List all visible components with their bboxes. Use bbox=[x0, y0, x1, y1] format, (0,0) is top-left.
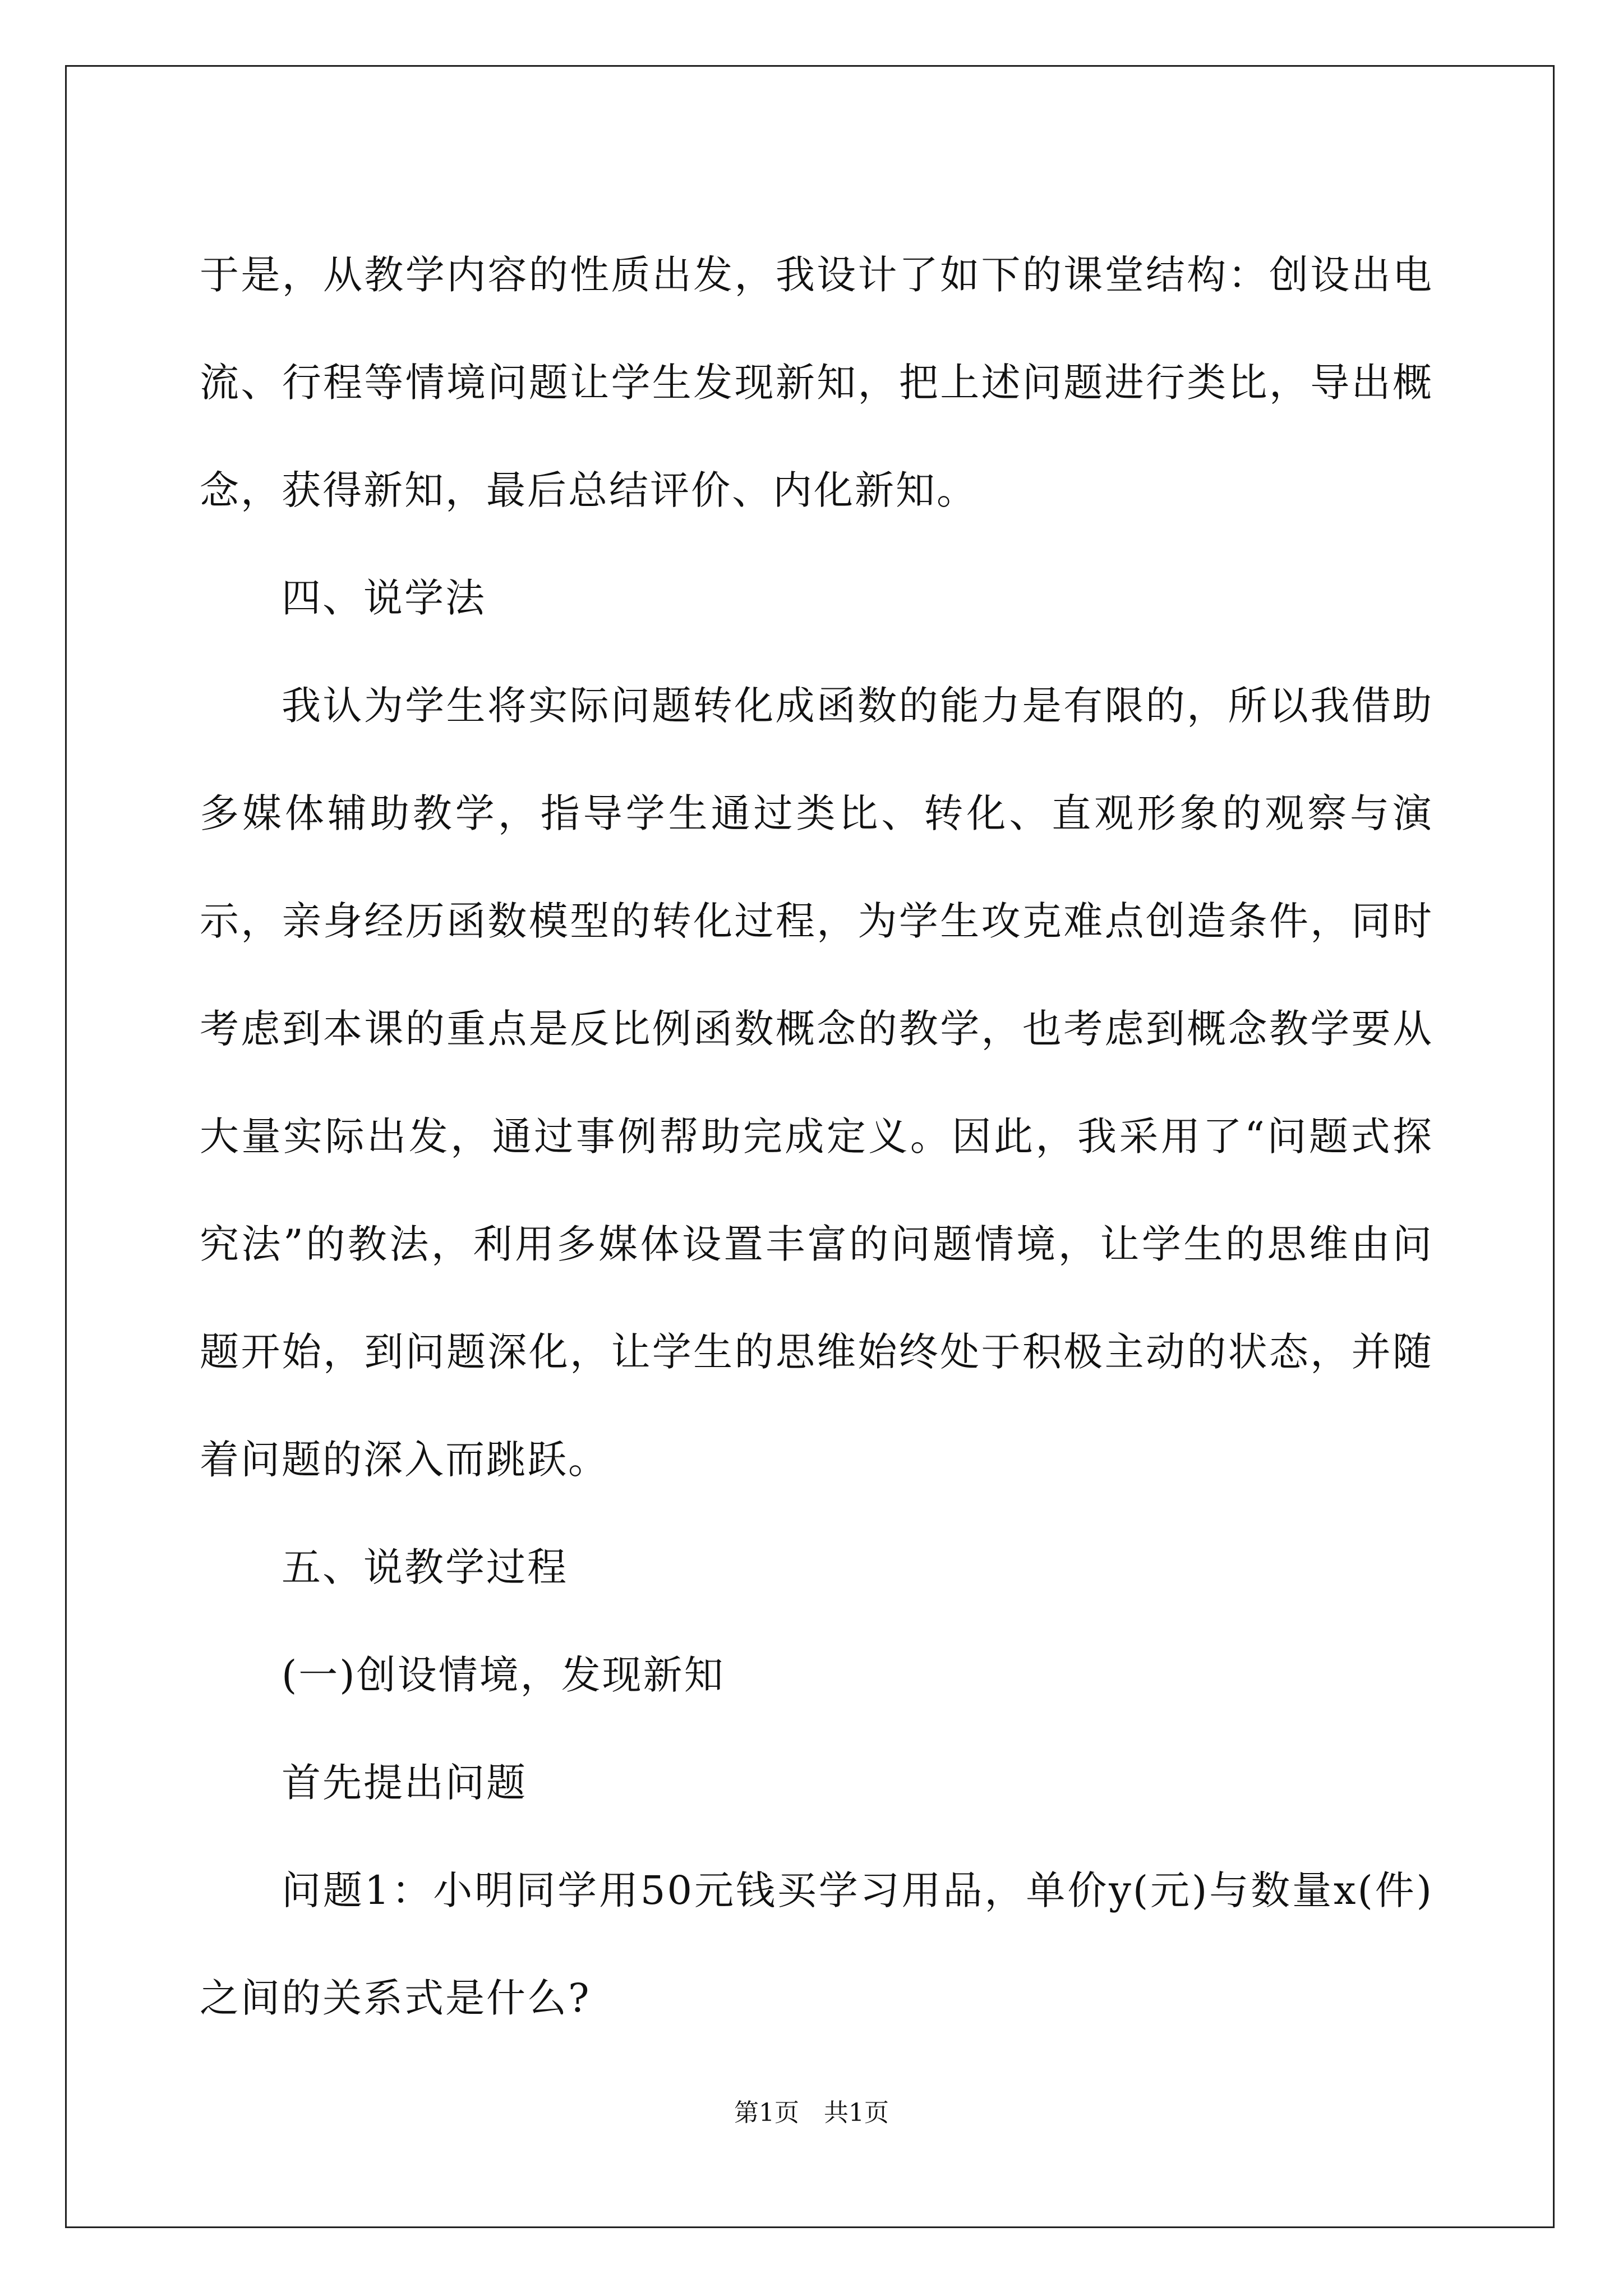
heading-teaching-process: 五、说教学过程 bbox=[282, 1544, 568, 1590]
paragraph-learning-methods: 我认为学生将实际问题转化成函数的能力是有限的，所以我借助多媒体辅助教学，指导学生通过类比、转化、直观形象的观察与演示，亲身经历函数模型的转化过程，为学生攻克难点创造条件，同时考虑到本课的重点是反比例函数概念的教学，也考虑到概念教学要从大量实际出发，通过事例帮助完成定义。因此，我采用了“问题式探究法”的教法，利用多媒体设置丰富的问题情境，让学生的思维由问题开始，到问题深化，让学生的思维始终处于积极主动的状态，并随着问题的深入而跳跃。 bbox=[200, 683, 1433, 1483]
document-body bbox=[200, 221, 1433, 2052]
paragraph-intro: 于是，从教学内容的性质出发，我设计了如下的课堂结构：创设出电流、行程等情境问题让学生发现新知，把上述问题进行类比，导出概念，获得新知，最后总结评价、内化新知。 bbox=[200, 252, 1433, 513]
page-footer: 第1页 共1页 bbox=[734, 2099, 889, 2127]
subheading-create-situation: (一)创设情境，发现新知 bbox=[282, 1652, 725, 1698]
paragraph-pose-question: 首先提出问题 bbox=[282, 1760, 527, 1806]
heading-learning-methods: 四、说学法 bbox=[282, 575, 486, 621]
paragraph-question-1: 问题1：小明同学用50元钱买学习用品，单价y(元)与数量x(件)之间的关系式是什么? bbox=[200, 1867, 1433, 2021]
